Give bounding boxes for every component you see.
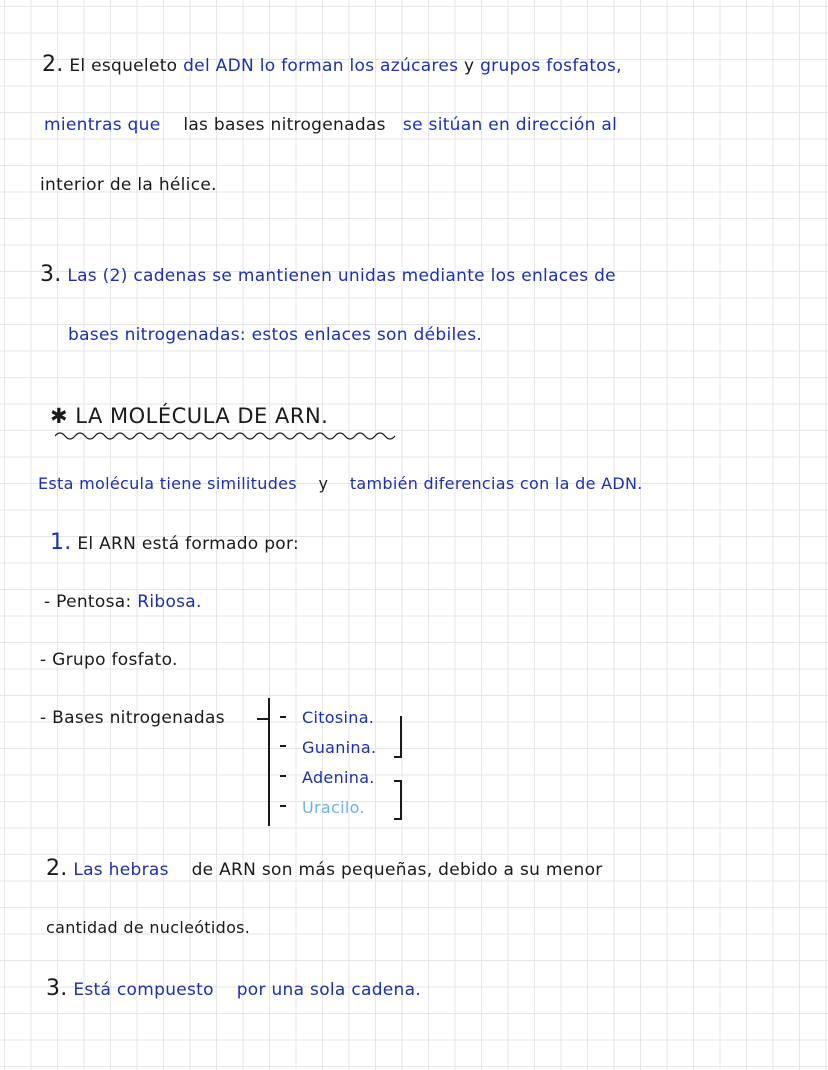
text-fragment: también diferencias con la de ADN. [349,474,643,493]
text-line: interior de la hélice. [40,175,217,195]
dash-mark [280,775,286,777]
text-fragment: del ADN lo forman los azúcares [183,56,459,76]
text-fragment: Está compuesto [73,980,214,1000]
bracket-line [268,698,270,826]
item-number: 3. [46,976,68,1001]
section-heading: ✱ LA MOLÉCULA DE ARN. [50,404,329,428]
dash-mark [280,745,286,747]
right-bracket [394,716,402,758]
text-line [42,52,622,77]
base-item: Uracilo. [302,798,365,817]
bracket-connector [257,718,268,720]
text-fragment: Ribosa. [137,592,202,612]
text-line [68,325,482,345]
item-number: 3. [40,262,62,287]
list-item [44,592,202,612]
squiggle-underline [55,428,400,442]
text-line [38,474,643,493]
item-number: 2. [42,52,64,77]
text-fragment: Esta molécula tiene similitudes [38,474,297,493]
text-line [40,262,616,287]
base-item: Guanina. [302,738,377,757]
text-fragment: - Pentosa: [44,592,132,612]
text-fragment: El esqueleto [69,56,178,76]
text-fragment: se sitúan en dirección al [402,115,618,135]
dash-mark [280,716,286,718]
base-item: Citosina. [302,708,375,727]
text-fragment: y [464,56,475,76]
text-line: cantidad de nucleótidos. [46,918,251,937]
text-fragment: de ARN son más pequeñas, debido a su menor [191,860,603,880]
list-item: - Grupo fosfato. [40,650,178,670]
text-fragment: Las hebras [73,860,169,880]
text-line [50,530,299,555]
right-bracket [394,780,402,820]
text-fragment: y [318,474,329,493]
text-fragment: mientras que [44,115,161,135]
text-line [46,856,603,881]
text-fragment: grupos fosfatos, [480,56,622,76]
text-fragment: por una sola cadena. [236,980,422,1000]
text-line [44,115,617,135]
dash-mark [280,805,286,807]
text-fragment: bases nitrogenadas: estos enlaces son débiles. [68,325,483,345]
text-fragment: El ARN está formado por: [77,534,300,554]
text-fragment: las bases nitrogenadas [183,115,386,135]
item-number: 2. [46,856,68,881]
base-item: Adenina. [302,768,375,787]
item-number: 1. [50,530,72,555]
text-fragment: Las (2) cadenas se mantienen unidas mediante los enlaces de [67,266,616,286]
list-item: - Bases nitrogenadas [40,708,225,728]
text-line [46,976,421,1001]
